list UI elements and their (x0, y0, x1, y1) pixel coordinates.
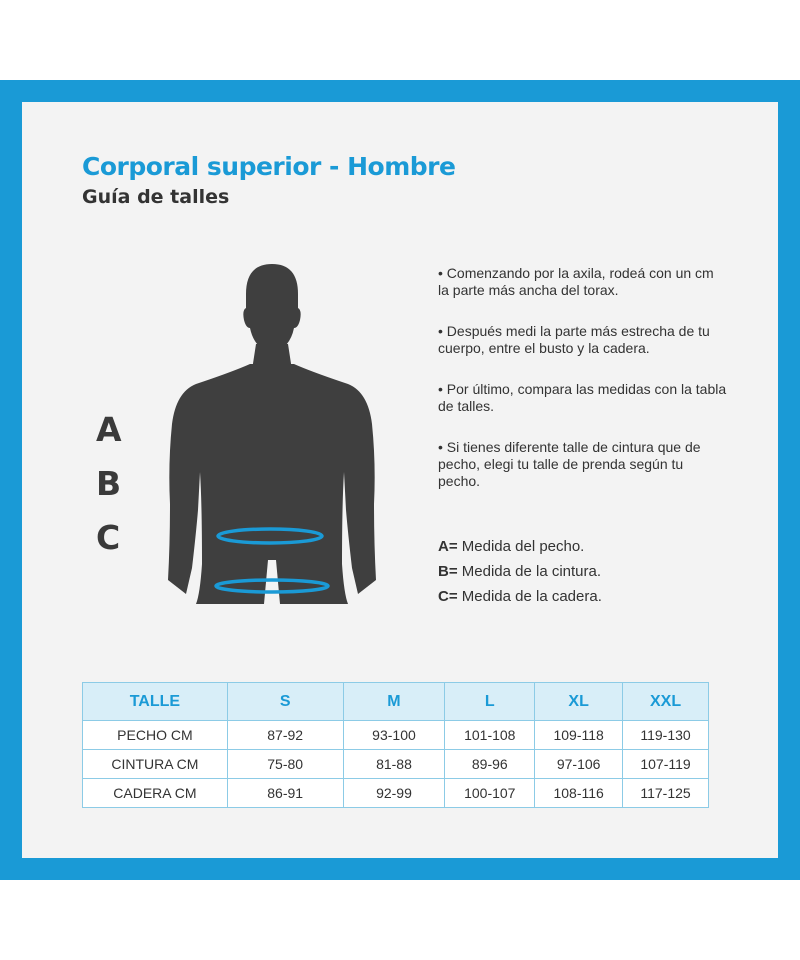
size-table-header: M (343, 683, 445, 721)
size-table-header: S (227, 683, 343, 721)
measurement-legend (438, 534, 738, 609)
table-cell: CINTURA CM (83, 750, 228, 779)
table-cell: PECHO CM (83, 721, 228, 750)
legend-key: B= (438, 563, 458, 580)
legend-text: Medida del pecho. (461, 538, 585, 555)
page-title: Corporal superior - Hombre (82, 152, 456, 181)
table-cell: 108-116 (535, 779, 623, 808)
size-table-header-row (83, 683, 709, 721)
instruction-item: • Si tienes diferente talle de cintura que de pecho, elegi tu talle de prenda según tu pecho. (438, 439, 701, 489)
size-table-header: XXL (623, 683, 709, 721)
table-cell: 89-96 (445, 750, 535, 779)
size-table-header: XL (535, 683, 623, 721)
silhouette-body (168, 264, 376, 604)
size-guide-panel (22, 102, 778, 858)
page-subtitle: Guía de talles (82, 186, 230, 208)
instruction-item: • Comenzando por la axila, rodeá con un cm la parte más ancha del torax. (438, 265, 714, 298)
table-row (83, 721, 709, 750)
instructions-list (438, 265, 728, 514)
table-cell: 81-88 (343, 750, 445, 779)
measure-letter-b: B (96, 464, 122, 503)
table-cell: 93-100 (343, 721, 445, 750)
legend-key: A= (438, 538, 458, 555)
legend-row-a (438, 534, 738, 559)
instruction-item: • Por último, compara las medidas con la tabla de talles. (438, 381, 727, 414)
table-cell: 101-108 (445, 721, 535, 750)
table-cell: 100-107 (445, 779, 535, 808)
measure-letter-c: C (96, 518, 121, 557)
legend-row-b (438, 559, 738, 584)
legend-text: Medida de la cadera. (461, 588, 602, 605)
table-cell: 92-99 (343, 779, 445, 808)
size-table (82, 682, 709, 808)
table-cell: 117-125 (623, 779, 709, 808)
table-cell: 119-130 (623, 721, 709, 750)
legend-text: Medida de la cintura. (461, 563, 602, 580)
table-row (83, 750, 709, 779)
blue-frame (0, 80, 800, 880)
table-row (83, 779, 709, 808)
size-table-header: TALLE (83, 683, 228, 721)
size-table-header: L (445, 683, 535, 721)
instruction-item: • Después medi la parte más estrecha de tu cuerpo, entre el busto y la cadera. (438, 323, 710, 356)
measure-letter-a: A (96, 410, 122, 449)
table-cell: 87-92 (227, 721, 343, 750)
table-cell: 109-118 (535, 721, 623, 750)
table-cell: 97-106 (535, 750, 623, 779)
legend-key: C= (438, 588, 458, 605)
table-cell: 107-119 (623, 750, 709, 779)
table-cell: CADERA CM (83, 779, 228, 808)
table-cell: 86-91 (227, 779, 343, 808)
table-cell: 75-80 (227, 750, 343, 779)
male-torso-silhouette-icon (162, 264, 382, 604)
legend-row-c (438, 584, 738, 609)
